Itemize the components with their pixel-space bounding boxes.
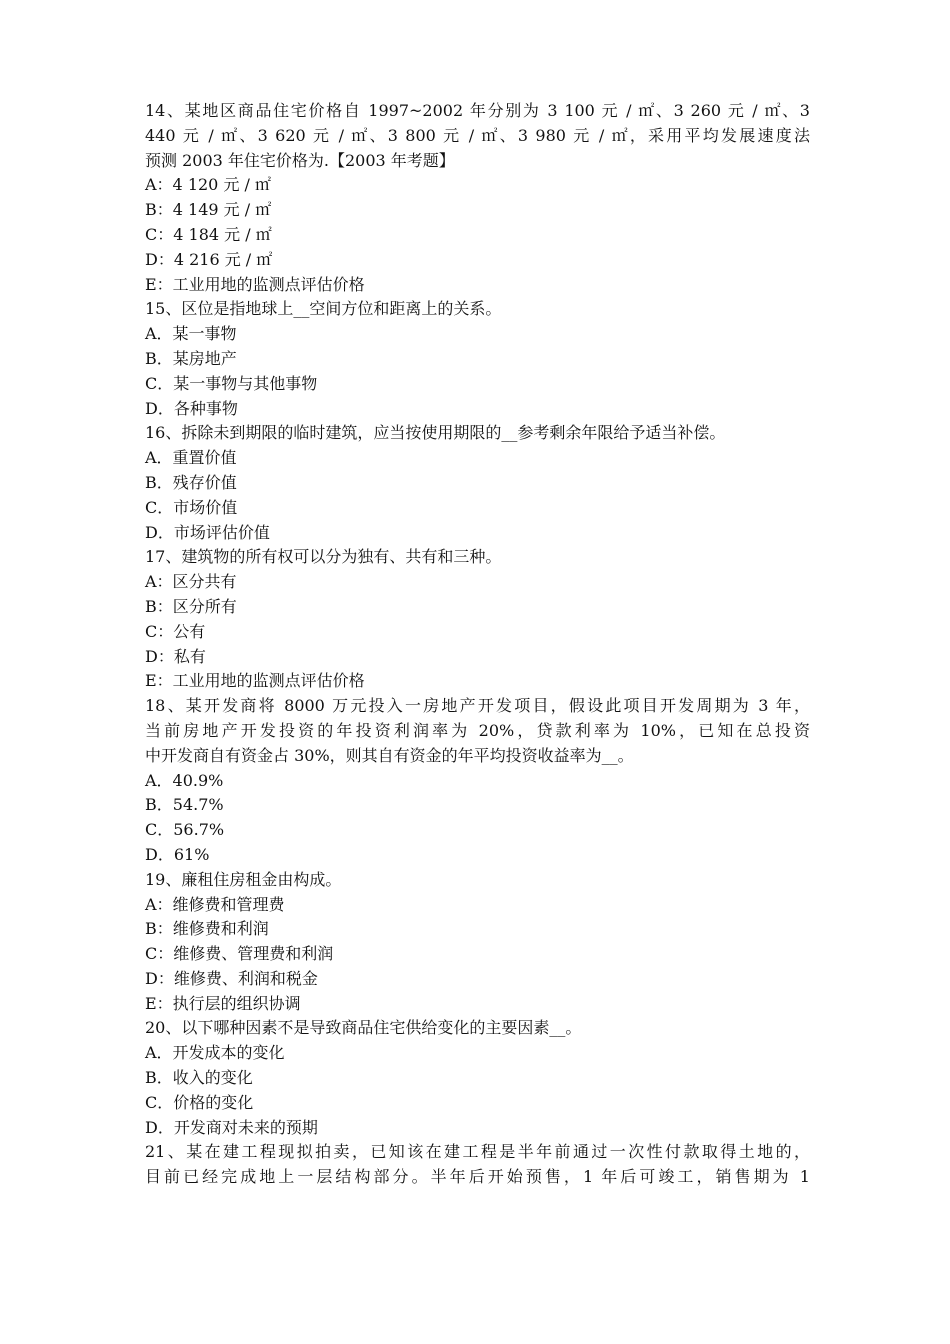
document-page <box>145 99 810 1190</box>
question-15: 15、区位是指地球上__空间方位和距离上的关系。 <box>145 299 502 319</box>
question-14-line-1: 14、某地区商品住宅价格自 1997~2002 年分别为 3 100 元 / ㎡、3 260 元 / ㎡、3 <box>145 101 810 120</box>
question-16: 16、拆除未到期限的临时建筑，应当按使用期限的__参考剩余年限给予适当补偿。 <box>145 423 726 443</box>
question-18-line-2: 当前房地产开发投资的年投资利润率为 20%，贷款利率为 10%，已知在总投资 <box>145 720 810 740</box>
question-18 <box>145 694 810 768</box>
q18-option-a: A．40.9% <box>145 770 224 790</box>
q17-option-e: E：工业用地的监测点评估价格 <box>145 671 365 691</box>
q14-option-d: D：4 216 元 / ㎡ <box>145 249 273 269</box>
q20-option-b: B．收入的变化 <box>145 1068 253 1088</box>
q18-option-d: D．61% <box>145 844 210 864</box>
q14-option-e: E：工业用地的监测点评估价格 <box>145 274 365 294</box>
q15-option-d: D．各种事物 <box>145 398 238 418</box>
question-14 <box>145 99 810 173</box>
q14-option-b: B：4 149 元 / ㎡ <box>145 200 272 220</box>
question-21-line-1: 21、某在建工程现拟拍卖，已知该在建工程是半年前通过一次性付款取得土地的， <box>145 1142 810 1162</box>
q17-option-c: C：公有 <box>145 621 206 641</box>
q15-option-b: B．某房地产 <box>145 348 237 368</box>
question-19: 19、廉租住房租金由构成。 <box>145 869 342 889</box>
q16-option-a: A．重置价值 <box>145 448 237 468</box>
q17-option-b: B：区分所有 <box>145 596 237 616</box>
q18-option-b: B．54.7% <box>145 795 224 815</box>
q16-option-b: B．残存价值 <box>145 472 237 492</box>
q14-option-a: A：4 120 元 / ㎡ <box>145 175 272 195</box>
question-20: 20、以下哪种因素不是导致商品住宅供给变化的主要因素__。 <box>145 1018 582 1038</box>
q15-option-a: A．某一事物 <box>145 324 237 344</box>
question-21-line-2: 目前已经完成地上一层结构部分。半年后开始预售，1 年后可竣工，销售期为 1 <box>145 1167 810 1187</box>
q19-option-c: C：维修费、管理费和利润 <box>145 944 334 964</box>
q20-option-a: A．开发成本的变化 <box>145 1043 285 1063</box>
q19-option-a: A：维修费和管理费 <box>145 894 285 914</box>
q19-option-e: E：执行层的组织协调 <box>145 993 301 1013</box>
question-18-line-3: 中开发商自有资金占 30%，则其自有资金的年平均投资收益率为__。 <box>145 745 634 765</box>
q16-option-c: C．市场价值 <box>145 497 238 517</box>
question-14-line-3: 预测 2003 年住宅价格为.【2003 年考题】 <box>145 150 455 170</box>
question-21 <box>145 1140 810 1190</box>
q19-option-d: D：维修费、利润和税金 <box>145 968 318 988</box>
q16-option-d: D．市场评估价值 <box>145 522 270 542</box>
q20-option-c: C．价格的变化 <box>145 1092 254 1112</box>
q15-option-c: C．某一事物与其他事物 <box>145 373 318 393</box>
q14-option-c: C：4 184 元 / ㎡ <box>145 224 272 244</box>
question-18-line-1: 18、某开发商将 8000 万元投入一房地产开发项目，假设此项目开发周期为 3 年， <box>145 696 810 716</box>
q17-option-d: D：私有 <box>145 646 206 666</box>
q20-option-d: D．开发商对未来的预期 <box>145 1117 318 1137</box>
q17-option-a: A：区分共有 <box>145 572 237 592</box>
q18-option-c: C．56.7% <box>145 820 225 840</box>
question-17: 17、建筑物的所有权可以分为独有、共有和三种。 <box>145 547 502 567</box>
question-14-line-2: 440 元 / ㎡、3 620 元 / ㎡、3 800 元 / ㎡、3 980 元 / ㎡，采用平均发展速度法 <box>145 125 810 145</box>
q19-option-b: B：维修费和利润 <box>145 919 269 939</box>
